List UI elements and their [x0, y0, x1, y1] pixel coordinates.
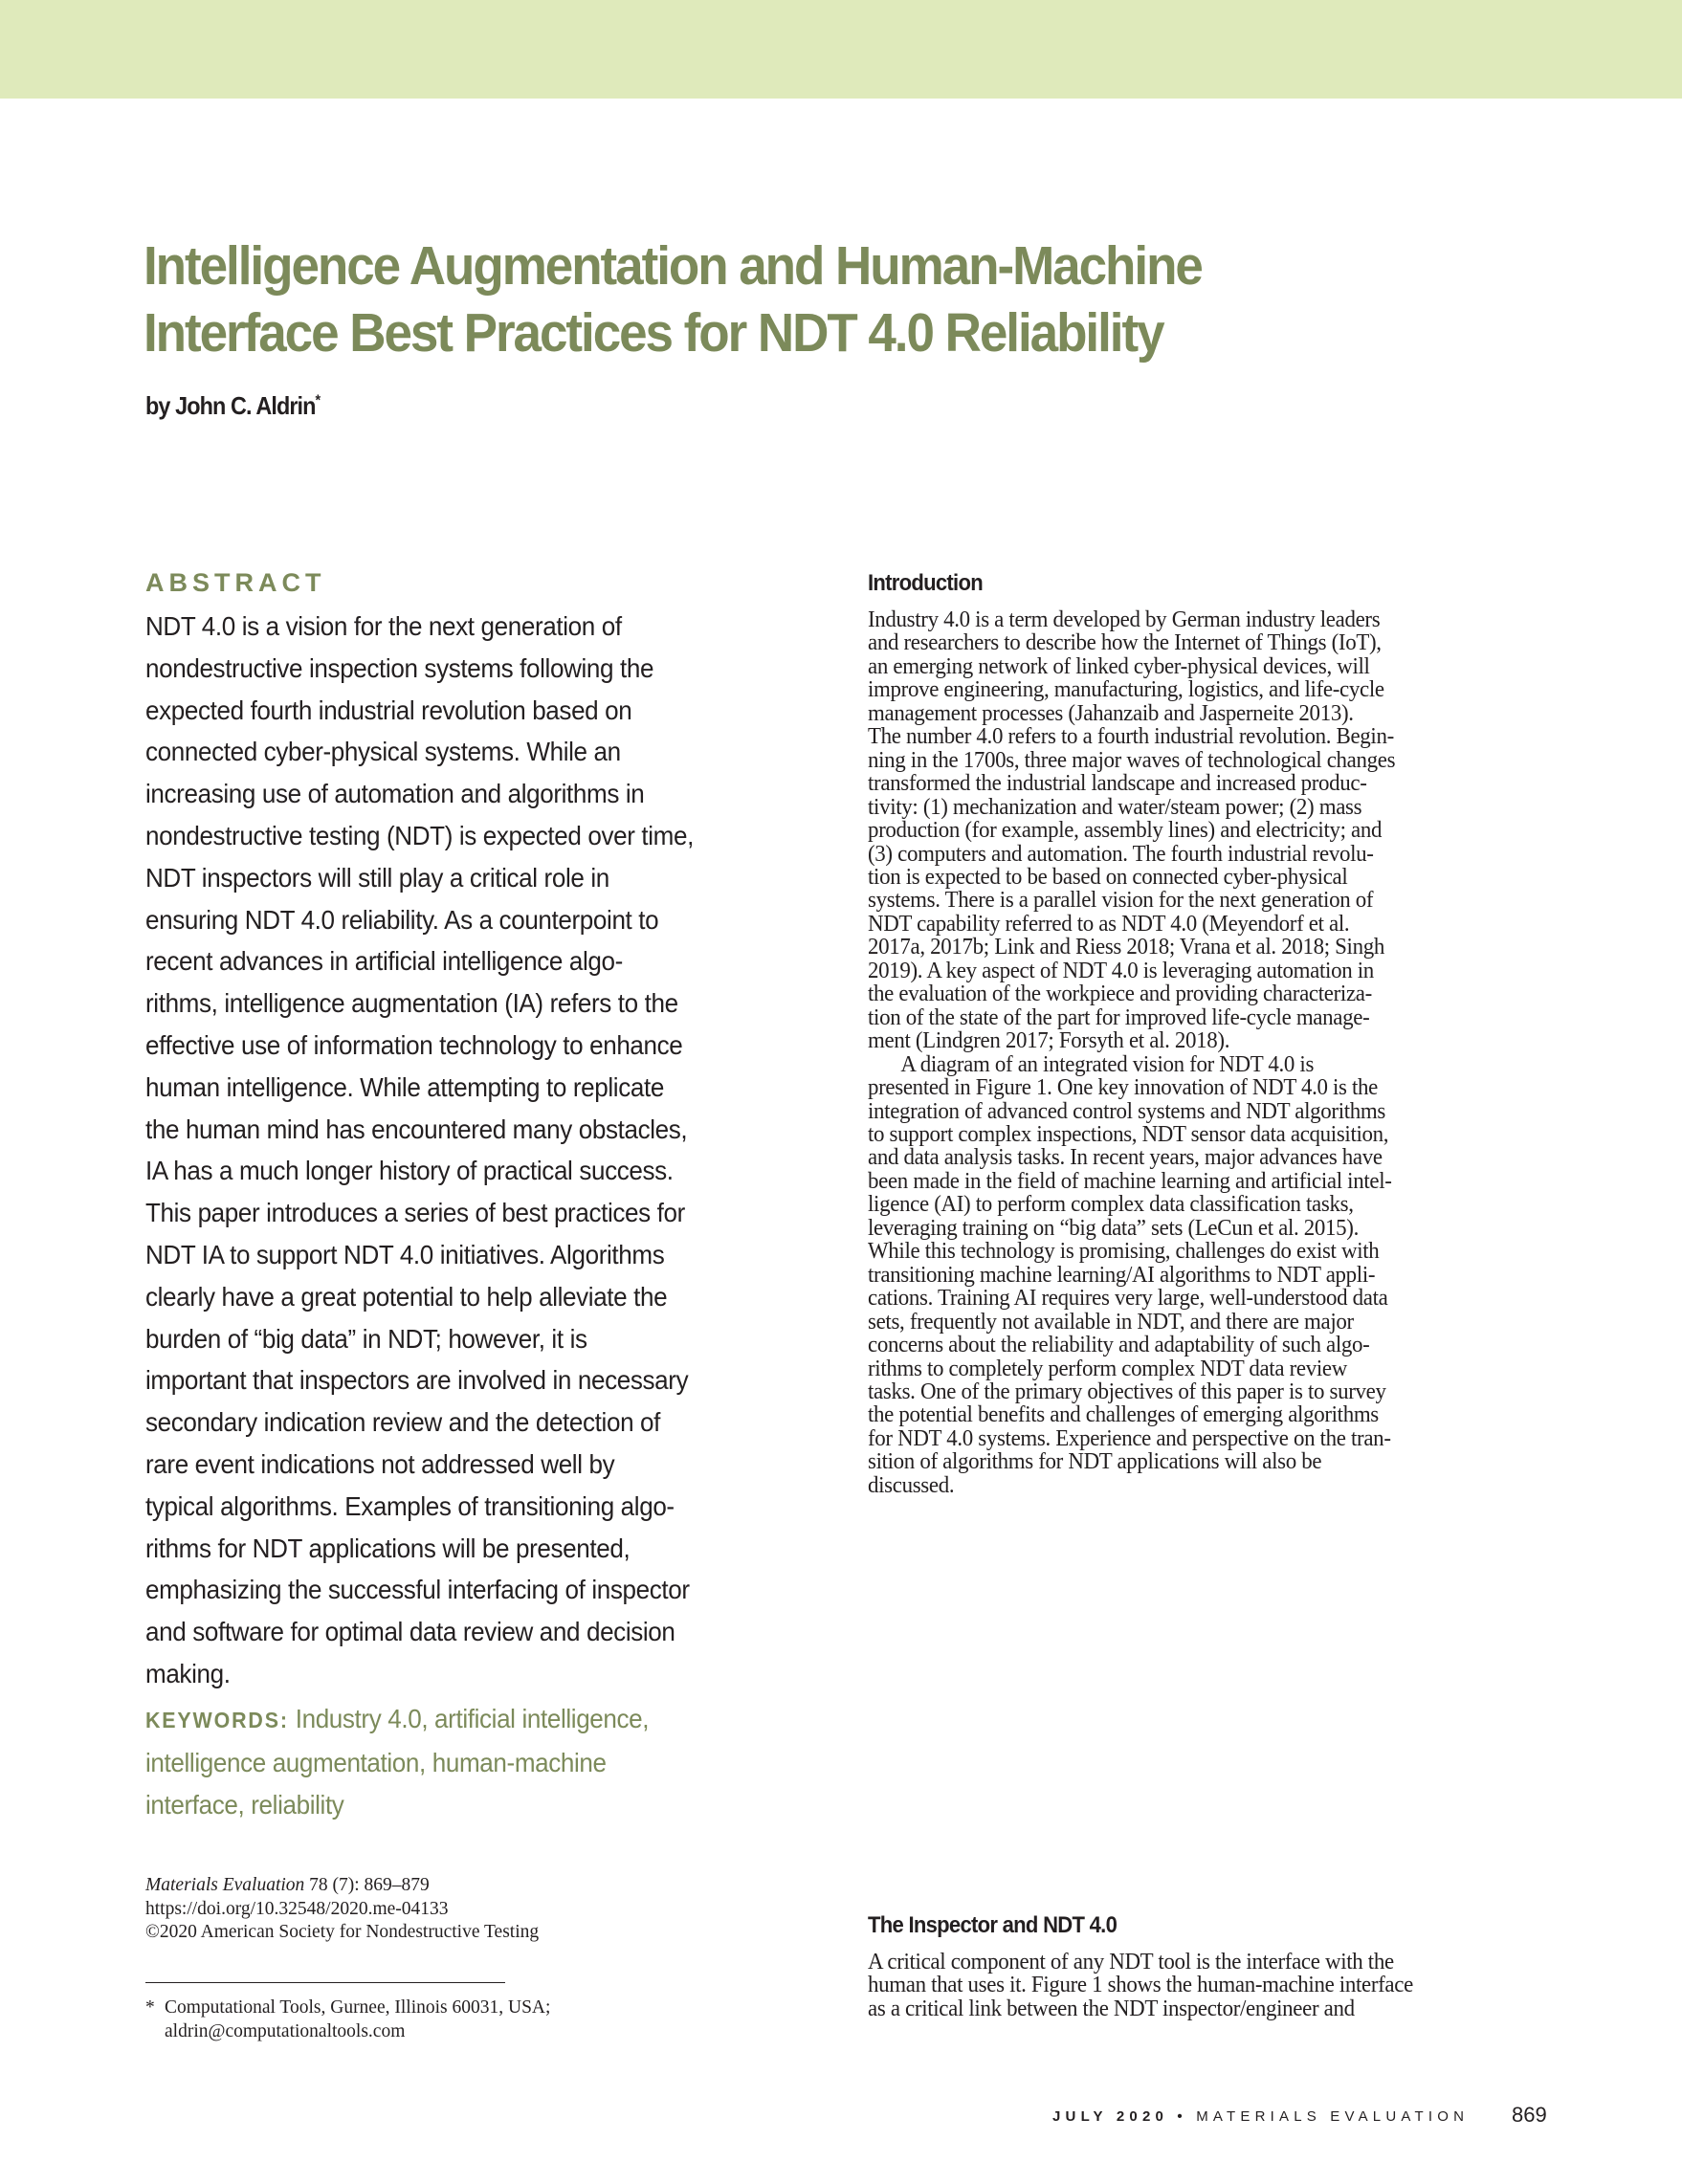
paragraph-line: the evaluation of the workpiece and providing characteriza- [868, 982, 1372, 1007]
paragraph-line: for NDT 4.0 systems. Experience and perspective on the tran- [868, 1425, 1391, 1451]
paragraph-line: tasks. One of the primary objectives of this paper is to survey [868, 1379, 1386, 1404]
paragraph-line: transformed the industrial landscape and increased produc- [868, 771, 1367, 797]
paragraph-line: as a critical link between the NDT inspector/engineer and [868, 1996, 1355, 2021]
abstract-line: the human mind has encountered many obstacles, [145, 1114, 688, 1144]
keywords [145, 1698, 815, 1825]
abstract-line: secondary indication review and the detection of [145, 1407, 661, 1438]
abstract-line: typical algorithms. Examples of transitioning algo- [145, 1490, 675, 1521]
paragraph-line: discussed. [868, 1472, 955, 1498]
abstract-line: rithms, intelligence augmentation (IA) refers to the [145, 988, 678, 1019]
abstract-line: This paper introduces a series of best practices for [145, 1198, 685, 1228]
paragraph-line: to support complex inspections, NDT sensor data acquisition, [868, 1121, 1389, 1147]
paragraph-line: concerns about the reliability and adaptability of such algo- [868, 1333, 1370, 1358]
paragraph-line: While this technology is promising, challenges do exist with [868, 1239, 1380, 1265]
paragraph-line: been made in the field of machine learning and artificial intel- [868, 1168, 1392, 1194]
abstract-line: emphasizing the successful interfacing of inspector [145, 1575, 690, 1605]
abstract-line: nondestructive testing (NDT) is expected over time, [145, 820, 694, 850]
paragraph-line: the potential benefits and challenges of emerging algorithms [868, 1402, 1379, 1428]
paragraph-line: tion of the state of the part for improved life-cycle manage- [868, 1004, 1370, 1030]
section-heading-inspector: The Inspector and NDT 4.0 [868, 1912, 1118, 1938]
paragraph-line: transitioning machine learning/AI algorithms to NDT appli- [868, 1262, 1376, 1288]
paragraph-line: ligence (AI) to perform complex data classification tasks, [868, 1192, 1354, 1218]
paragraph-line: ment (Lindgren 2017; Forsyth et al. 2018). [868, 1028, 1230, 1054]
abstract-line: NDT inspectors will still play a critical role in [145, 862, 609, 893]
abstract-line: and software for optimal data review and decision [145, 1617, 675, 1647]
paragraph-line: NDT capability referred to as NDT 4.0 (Meyendorf et al. [868, 911, 1350, 937]
running-footer [1052, 2108, 1469, 2125]
citation-block [145, 1874, 539, 1945]
paragraph-line: systems. There is a parallel vision for the next generation of [868, 888, 1374, 914]
paragraph-line: 2019). A key aspect of NDT 4.0 is leveraging automation in [868, 958, 1374, 983]
footnote-mark: * [145, 1997, 155, 2018]
title-line: Intelligence Augmentation and Human-Machine [144, 235, 1202, 297]
paragraph-line: A critical component of any NDT tool is the interface with the [868, 1950, 1394, 1974]
page-number: 869 [1512, 2103, 1547, 2127]
abstract-line: rare event indications not addressed well by [145, 1448, 615, 1479]
abstract-line: recent advances in artificial intelligence algo- [145, 946, 623, 977]
paragraph-line: tivity: (1) mechanization and water/steam power; (2) mass [868, 794, 1362, 820]
keywords-line: interface, reliability [145, 1789, 344, 1820]
header-band [0, 0, 1682, 99]
paragraph-line: cations. Training AI requires very large, well-understood data [868, 1286, 1388, 1312]
paragraph-line: improve engineering, manufacturing, logistics, and life-cycle [868, 677, 1384, 703]
abstract-line: clearly have a great potential to help alleviate the [145, 1281, 668, 1312]
citation-journal-line [145, 1874, 539, 1898]
paragraph-line: management processes (Jahanzaib and Jasperneite 2013). [868, 700, 1354, 726]
introduction-body [868, 608, 1557, 1497]
footer-journal: MATERIALS EVALUATION [1196, 2108, 1470, 2125]
abstract-line: NDT 4.0 is a vision for the next generation of [145, 611, 622, 641]
abstract-line: effective use of information technology to enhance [145, 1029, 683, 1060]
abstract-line: burden of “big data” in NDT; however, it is [145, 1323, 587, 1354]
abstract-line: making. [145, 1658, 231, 1688]
paragraph-line: leveraging training on “big data” sets (LeCun et al. 2015). [868, 1215, 1360, 1241]
paragraph-line: 2017a, 2017b; Link and Riess 2018; Vrana et al. 2018; Singh [868, 935, 1384, 960]
journal-name: Materials Evaluation [145, 1875, 305, 1895]
abstract-line: increasing use of automation and algorithms in [145, 779, 645, 809]
paragraph-line: presented in Figure 1. One key innovation of NDT 4.0 is the [868, 1075, 1379, 1101]
paragraph-line: The number 4.0 refers to a fourth industrial revolution. Begin- [868, 724, 1394, 750]
paragraph-line: and researchers to describe how the Internet of Things (IoT), [868, 630, 1382, 656]
keywords-line: intelligence augmentation, human-machine [145, 1747, 607, 1777]
paragraph-line: and data analysis tasks. In recent years, major advances have [868, 1145, 1383, 1171]
abstract-line: expected fourth industrial revolution based on [145, 695, 632, 725]
paragraph-line: an emerging network of linked cyber-physical devices, will [868, 653, 1370, 679]
title-line: Interface Best Practices for NDT 4.0 Reliability [144, 302, 1163, 364]
abstract-line: NDT IA to support NDT 4.0 initiatives. Algorithms [145, 1239, 665, 1269]
paragraph-line: sition of algorithms for NDT applications will also be [868, 1449, 1322, 1475]
keywords-text: Industry 4.0, artificial intelligence, [295, 1704, 650, 1733]
abstract-line: IA has a much longer history of practical success. [145, 1156, 674, 1186]
paragraph-line: integration of advanced control systems and NDT algorithms [868, 1098, 1385, 1124]
paragraph-line: A diagram of an integrated vision for NDT 4.0 is [900, 1051, 1315, 1077]
author-name: by John C. Aldrin [145, 391, 316, 420]
paragraph-line: production (for example, assembly lines) and electricity; and [868, 818, 1383, 844]
author-byline [145, 391, 320, 421]
affiliation: Computational Tools, Gurnee, Illinois 60031, USA; [165, 1997, 551, 2018]
paragraph-line: (3) computers and automation. The fourth industrial revolu- [868, 841, 1374, 867]
article-title [144, 232, 1389, 366]
author-footnote [145, 1996, 550, 2043]
abstract-line: connected cyber-physical systems. While an [145, 737, 621, 767]
abstract-line: important that inspectors are involved in necessary [145, 1365, 689, 1396]
copyright: ©2020 American Society for Nondestructive Testing [145, 1922, 540, 1942]
doi-link[interactable]: https://doi.org/10.32548/2020.me-04133 [145, 1898, 449, 1919]
volume-pages: 78 (7): 869–879 [304, 1875, 430, 1895]
abstract-line: rithms for NDT applications will be presented, [145, 1533, 631, 1563]
keywords-line [145, 1698, 768, 1742]
section-heading-introduction: Introduction [868, 570, 983, 596]
abstract-body [145, 606, 815, 1695]
author-email[interactable]: aldrin@computationaltools.com [165, 2020, 406, 2041]
paragraph-line: rithms to completely perform complex NDT data review [868, 1356, 1347, 1381]
abstract-line: human intelligence. While attempting to replicate [145, 1071, 664, 1102]
abstract-line: ensuring NDT 4.0 reliability. As a counterpoint to [145, 904, 659, 935]
footer-separator: • [1177, 2108, 1187, 2125]
abstract-line: nondestructive inspection systems following the [145, 652, 654, 683]
paragraph-line: sets, frequently not available in NDT, and there are major [868, 1309, 1354, 1335]
paragraph-line: Industry 4.0 is a term developed by German industry leaders [868, 607, 1381, 632]
paragraph-line: tion is expected to be based on connected cyber-physical [868, 864, 1348, 890]
inspector-section-body [868, 1951, 1557, 2020]
paragraph-line: ning in the 1700s, three major waves of technological changes [868, 747, 1396, 773]
footnote-line [145, 1996, 550, 2020]
author-footnote-mark: * [315, 392, 321, 409]
abstract-heading: ABSTRACT [145, 568, 326, 597]
keywords-label: KEYWORDS: [145, 1708, 289, 1732]
paragraph-line: human that uses it. Figure 1 shows the human-machine interface [868, 1973, 1413, 1998]
footer-date: JULY 2020 [1052, 2108, 1169, 2125]
footnote-divider [145, 1982, 505, 1983]
